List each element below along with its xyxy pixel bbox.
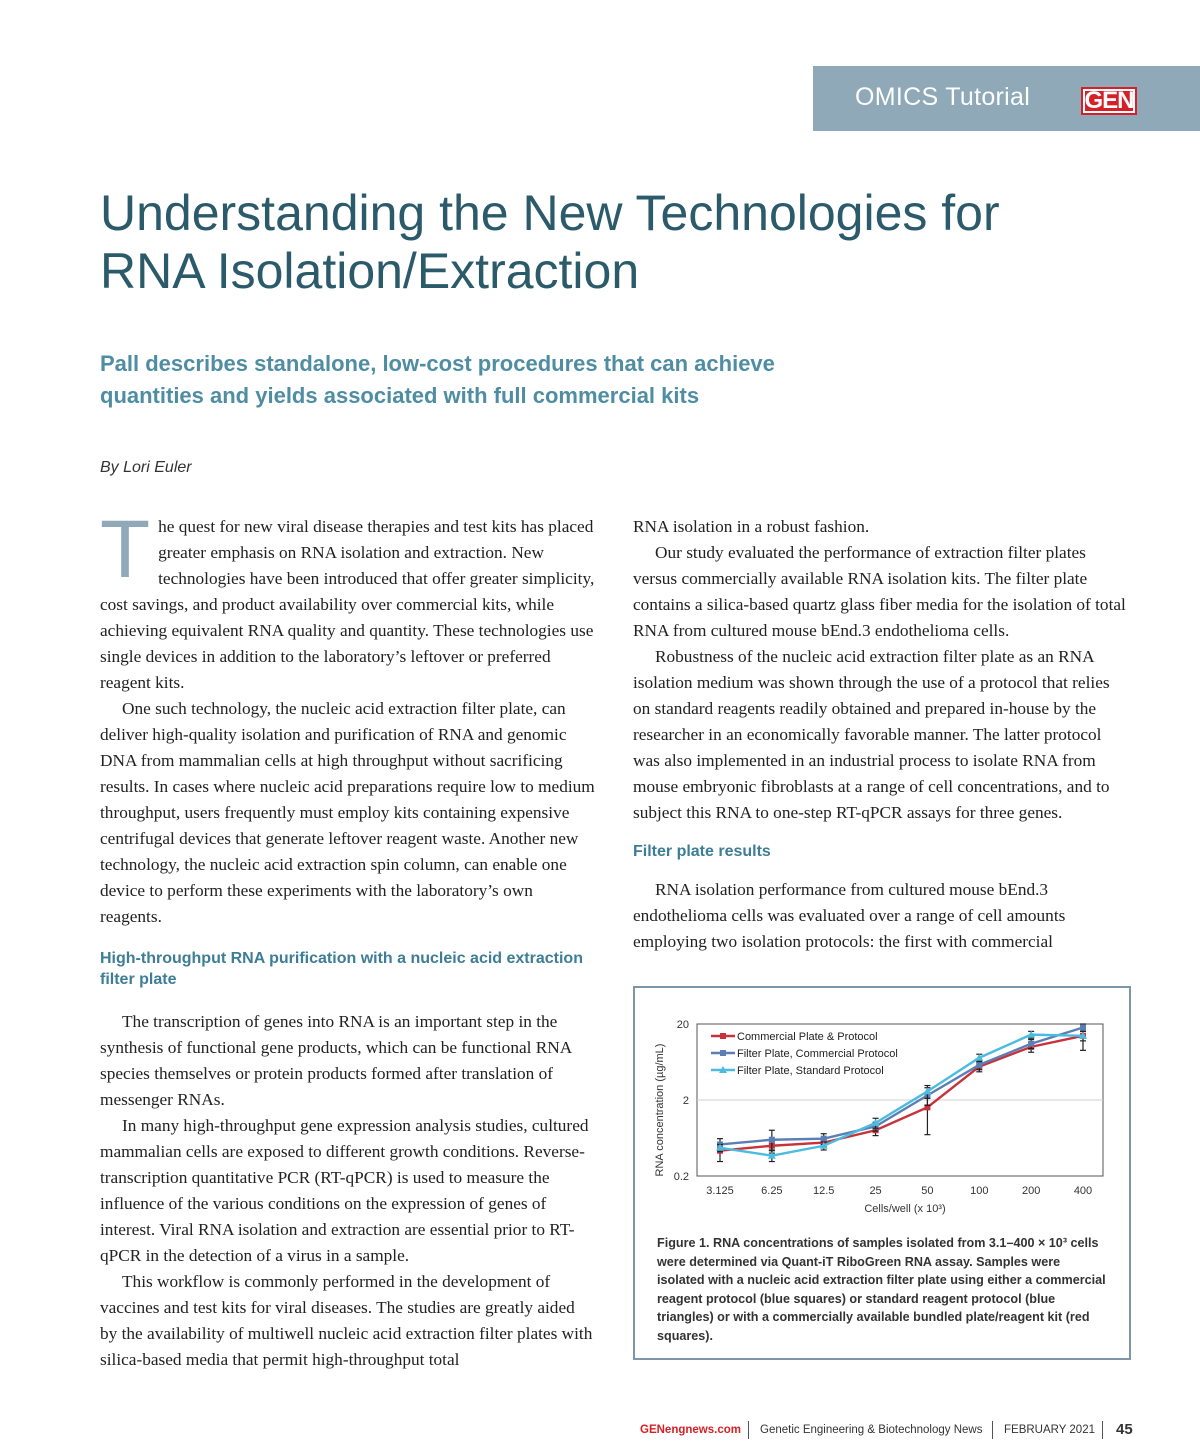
byline: By Lori Euler <box>100 459 192 476</box>
section-label: OMICS Tutorial <box>855 83 1031 111</box>
section-heading-results: Filter plate results <box>633 843 771 860</box>
x-tick-label: 12.5 <box>813 1185 835 1197</box>
figure-caption: Figure 1. RNA concentrations of samples isolated from 3.1–400 × 10³ cells were determined via Quant-iT RiboGreen RNA assay. Samples were isolated with a nucleic acid extraction filter plate using either a commercial reagent protocol (blue squares) or standard reagent protocol (blue triangles) or with a commercially available bundled plate/reagent kit (red squares). <box>657 1236 1106 1343</box>
data-point <box>821 1136 827 1142</box>
x-tick-label: 3.125 <box>706 1185 734 1197</box>
x-tick-label: 25 <box>869 1185 882 1197</box>
paragraph: RNA isolation performance from cultured mouse bEnd.3 endothelioma cells was evaluated over a range of cell amounts employing two isolation protocols: the first with commercial <box>633 880 1066 951</box>
gen-logo: GEN <box>1081 87 1137 115</box>
footer-site: GENengnews.com <box>640 1424 741 1436</box>
legend-label: Filter Plate, Commercial Protocol <box>737 1048 898 1060</box>
data-point <box>1028 1041 1034 1047</box>
paragraph: The transcription of genes into RNA is an important step in the synthesis of functional gene products, which can be functional RNA species themselves or protein products formed after translation of messenger RNAs. <box>100 1012 572 1109</box>
paragraph: In many high-throughput gene expression analysis studies, cultured mammalian cells are exposed to different growth conditions. Reverse-transcription quantitative PCR (RT-qPCR) is used to measure the influence of the various conditions on the expression of genes of interest. Viral RNA isolation and extraction are essential prior to RT-qPCR in the detection of a virus in a sample. <box>100 1116 589 1265</box>
data-point <box>976 1062 982 1068</box>
legend-label: Filter Plate, Standard Protocol <box>737 1065 884 1077</box>
legend-marker <box>720 1033 726 1039</box>
y-tick-label: 20 <box>676 1019 689 1031</box>
right-column <box>633 514 1130 955</box>
article-title: Understanding the New Technologies for RNA Isolation/Extraction <box>100 185 1000 299</box>
x-tick-label: 400 <box>1073 1185 1093 1197</box>
paragraph: One such technology, the nucleic acid extraction filter plate, can deliver high-quality isolation and purification of RNA and genomic DNA from mammalian cells at high throughput without sacrificing results. In cases where nucleic acid preparations require low to medium throughput, users frequently must employ kits containing expensive centrifugal devices that generate leftover reagent waste. Another new technology, the nucleic acid extraction spin column, can enable one device to perform these experiments with the laboratory’s own reagents. <box>100 699 595 926</box>
paragraph: Our study evaluated the performance of extraction filter plates versus commercially available RNA isolation kits. The filter plate contains a silica-based quartz glass fiber media for the isolation of total RNA from cultured mouse bEnd.3 endothelioma cells. <box>633 543 1126 640</box>
x-axis-label: Cells/well (x 10³) <box>864 1203 946 1215</box>
y-tick-label: 0.2 <box>673 1171 689 1183</box>
paragraph: RNA isolation in a robust fashion. <box>633 517 870 536</box>
page-number: 45 <box>1116 1421 1133 1438</box>
y-tick-label: 2 <box>682 1095 689 1107</box>
paragraph: Robustness of the nucleic acid extraction filter plate as an RNA isolation medium was shown through the use of a protocol that relies on standard reagents readily obtained and prepared in-house by the researcher in an economically favorable manner. The latter protocol was also implemented in an industrial process to isolate RNA from mouse embryonic fibroblasts at a range of cell concentrations, and to subject this RNA to one-step RT-qPCR assays for three genes. <box>633 647 1110 822</box>
x-tick-label: 100 <box>970 1185 989 1197</box>
paragraph: This workflow is commonly performed in the development of vaccines and test kits for viral diseases. The studies are greatly aided by the availability of multiwell nucleic acid extraction filter plates with silica-based media that permit high-throughput total <box>100 1272 593 1369</box>
y-axis-label: RNA concentration (µg/mL) <box>654 1043 666 1177</box>
intro-paragraph <box>100 504 596 696</box>
section-heading-throughput: High-throughput RNA purification with a nucleic acid extraction filter plate <box>100 950 583 988</box>
x-tick-label: 200 <box>1021 1185 1041 1197</box>
data-point <box>769 1137 775 1143</box>
figure-1 <box>633 986 1131 1360</box>
article-subtitle: Pall describes standalone, low-cost procedures that can achieve quantities and yields associated with full commercial kits <box>100 351 775 408</box>
rna-concentration-chart <box>635 988 1129 1228</box>
section-banner <box>813 66 1200 131</box>
x-tick-label: 6.25 <box>761 1185 783 1197</box>
intro-text: he quest for new viral disease therapies and test kits has placed greater emphasis on RNA isolation and extraction. New technologies have been introduced that offer greater simplicity, cost savings, and product availability over commercial kits, while achieving equivalent RNA quality and quantity. These technologies use single devices in addition to the laboratory’s leftover or preferred reagent kits. <box>100 517 595 692</box>
x-tick-label: 50 <box>921 1185 934 1197</box>
legend-label: Commercial Plate & Protocol <box>737 1031 878 1043</box>
footer-publication: Genetic Engineering & Biotechnology News <box>760 1424 983 1436</box>
data-point <box>1080 1024 1086 1030</box>
footer-divider <box>1102 1421 1103 1439</box>
footer-date: FEBRUARY 2021 <box>1004 1424 1095 1436</box>
drop-cap: T <box>100 504 151 595</box>
left-column <box>100 504 596 1373</box>
footer-divider <box>748 1421 749 1439</box>
footer-divider <box>992 1421 993 1439</box>
legend-marker <box>720 1050 726 1056</box>
